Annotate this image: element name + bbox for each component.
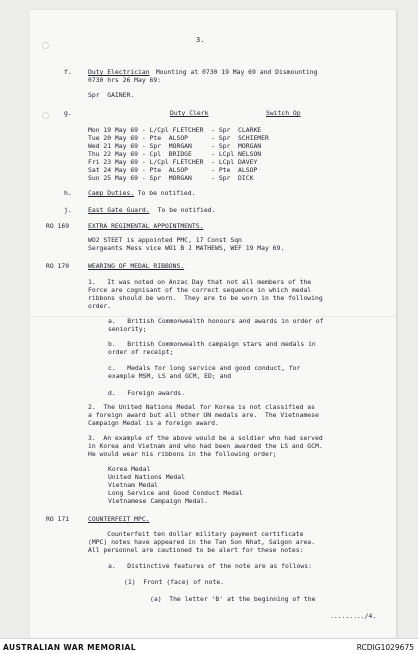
ro-171-number: RO 171 [46,515,70,523]
ro-171-para: Counterfeit ten dollar military payment certificate [88,530,304,538]
duty-row: Tue 20 May 69 - Pte ALSOP - Spr SCHIEMER [88,134,269,142]
switch-op-heading: Switch Op [266,109,301,117]
ro-170-para-1: ribbons should be worn. They are to be worn in the following [88,294,323,302]
duty-row: Thu 22 May 69 - Cpl BRIDGE - LCpl NELSON [88,150,262,158]
punch-hole [42,112,49,119]
ro-171-para: (MPC) notes have appeared in the Tan Son Nhat, Saigon area. [88,538,316,546]
ro-170-item-c: example MSM, LS and GCM, ED; and [108,372,232,380]
ro-170-item-d: d. Foreign awards. [108,389,185,397]
item-h-label: h. [64,189,72,197]
item-f-text: Mounting at 0730 19 May 69 and Dismounting [152,68,318,76]
ro-169-line: WO2 STEET is appointed PMC, 17 Const Sqn [88,236,242,244]
duty-clerk-heading: Duty Clerk [170,109,209,117]
ro-170-para-1: 1. It was noted on Anzac Day that not all members of the [88,278,312,286]
ro-170-para-1: order. [88,302,112,310]
medal-list-item: Long Service and Good Conduct Medal [108,489,243,497]
item-f-label: f. [64,68,72,76]
ro-170-item-a: a. British Commonwealth honours and awards in order of [108,317,324,325]
ro-170-para-1: Force are cognisant of the correct sequence in which medal [88,286,312,294]
item-f-person: Spr GAINER. [88,91,135,99]
ro-171-title: COUNTERFEIT MPC. [88,515,150,523]
ro-170-item-c: c. Medals for long service and good conduct, for [108,364,301,372]
item-f-text-cont: 0730 hrs 26 May 69: [88,76,162,84]
ro-171-subitem-1: (1) Front (face) of note. [124,578,225,586]
ro-170-item-b: b. British Commonwealth campaign stars and medals in [108,340,316,348]
ro-171-para: All personnel are cautioned to be alert for these notes: [88,546,304,554]
duty-row: Wed 21 May 69 - Spr MORGAN - Spr MORGAN [88,142,262,150]
item-j-title: East Gate Guard. [88,206,150,214]
duty-roster [88,126,269,182]
item-f-title: Duty Electrician [88,68,150,76]
duty-row: Sat 24 May 69 - Pte ALSOP - Pte ALSOP [88,166,258,174]
medal-list-item: Vietnamese Campaign Medal. [108,497,209,505]
ro-169-title: EXTRA REGIMENTAL APPOINTMENTS. [88,222,204,230]
archive-footer [0,638,418,654]
ro-171-item-a: a. Distinctive features of the note are as follows: [108,562,312,570]
ro-170-para-3: in Korea and Vietnam and who had been awarded the LS and GCM. [88,442,323,450]
ro-171-subitem-a: (a) The letter 'B' at the beginning of the [150,595,316,603]
medal-list-item: Vietnam Medal [108,481,159,489]
ro-169-line: Sergeants Mess vice WO1 B J MATHEWS, WEF 19 May 69. [88,244,285,252]
duty-row: Mon 19 May 69 - L/Cpl FLETCHER - Spr CLARKE [88,126,262,134]
ro-170-para-2: a foreign award but all other UN medals are. The Vietnamese [88,411,319,419]
medal-list-item: United Nations Medal [108,473,185,481]
continuation-marker: ........./4. [330,612,377,620]
ro-170-para-2: 2. The United Nations Medal for Korea is not classified as [88,403,316,411]
ro-170-para-3: 3. An example of the above would be a soldier who had served [88,434,323,442]
ro-170-number: RO 170 [46,262,70,270]
duty-row: Fri 23 May 69 - L/Cpl FLETCHER - LCpl DAVEY [88,158,258,166]
item-h-text: To be notified. [130,189,196,197]
item-h-title: Camp Duties. [88,189,135,197]
punch-hole [42,42,49,49]
ro-169-number: RO 169 [46,222,70,230]
item-j-label: j. [64,206,72,214]
page-number: 3. [196,36,205,44]
record-id: RCDIG1029675 [356,643,414,652]
ro-170-para-2: Campaign Medal is a foreign award. [88,419,219,427]
item-g-label: g. [64,109,72,117]
duty-row: Sun 25 May 69 - Spr MORGAN - Spr DICK [88,174,254,182]
item-j-text: To be notified. [150,206,216,214]
medal-list-item: Korea Medal [108,465,151,473]
ro-170-title: WEARING OF MEDAL RIBBONS. [88,262,185,270]
ro-170-item-b: order of receipt; [108,348,174,356]
ro-170-item-a: seniority; [108,325,147,333]
archive-name: AUSTRALIAN WAR MEMORIAL [3,643,136,652]
ro-170-para-3: He would wear his ribbons in the following order; [88,450,277,458]
